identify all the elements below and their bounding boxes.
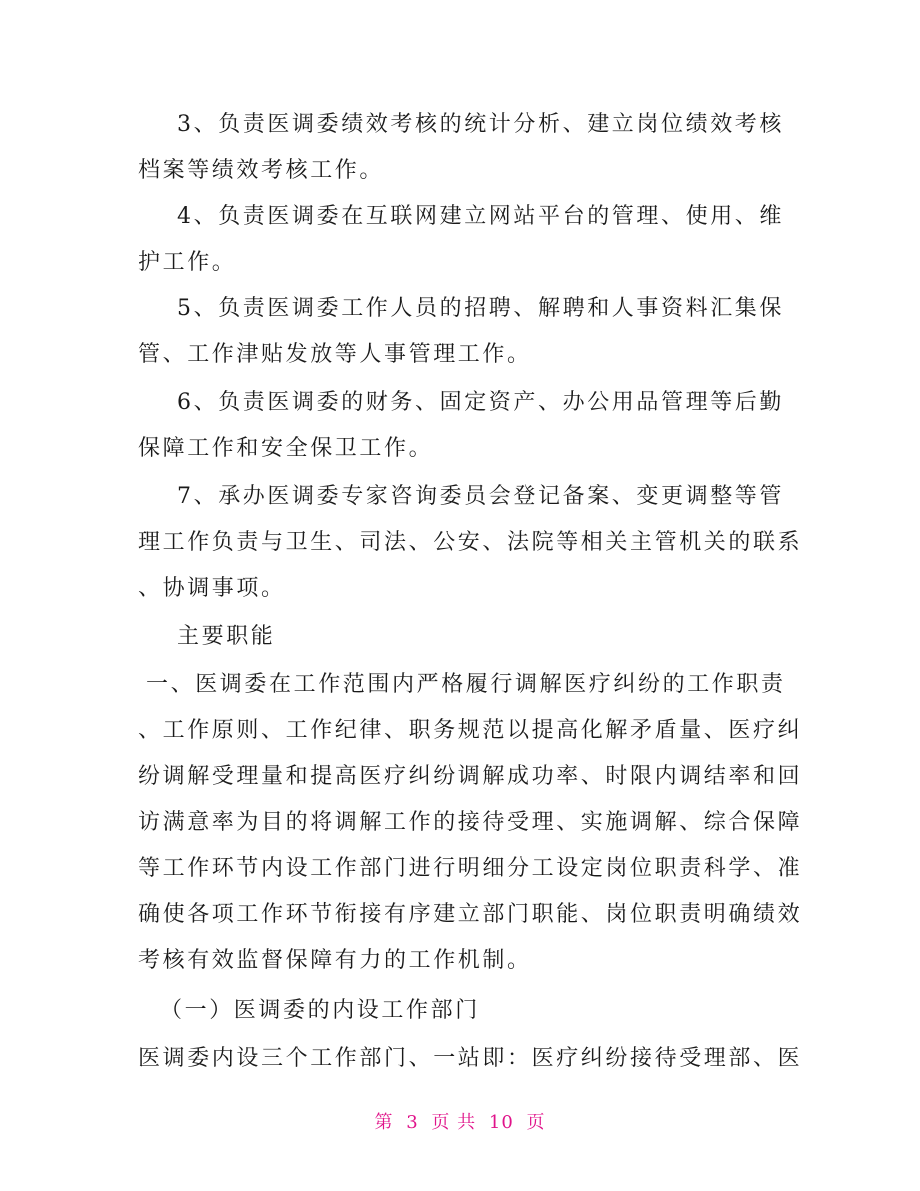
section-1-line-2: 、工作原则、工作纪律、职务规范以提高化解矛盾量、医疗纠 xyxy=(138,718,803,743)
footer-total-pages: 10 xyxy=(488,1112,514,1133)
heading-main-functions: 主要职能 xyxy=(177,624,276,649)
section-1-line-5: 等工作环节内设工作部门进行明细分工设定岗位职责科学、准 xyxy=(138,856,803,881)
section-1-body-line-1: 医调委内设三个工作部门、一站即：医疗纠纷接待受理部、医 xyxy=(138,1046,803,1071)
section-1-line-1: 一、医调委在工作范围内严格履行调解医疗纠纷的工作职责 xyxy=(146,672,786,697)
footer-middle: 页 共 xyxy=(431,1112,477,1133)
section-1-line-3: 纷调解受理量和提高医疗纠纷调解成功率、时限内调结率和回 xyxy=(138,764,803,789)
section-1-line-4: 访满意率为目的将调解工作的接待受理、实施调解、综合保障 xyxy=(138,810,803,835)
paragraph-7-line-2: 理工作负责与卫生、司法、公安、法院等相关主管机关的联系 xyxy=(138,530,803,555)
section-1-line-7: 考核有效监督保障有力的工作机制。 xyxy=(138,948,532,973)
paragraph-6-line-1: 6、负责医调委的财务、固定资产、办公用品管理等后勤 xyxy=(177,390,784,415)
paragraph-4-line-1: 4、负责医调委在互联网建立网站平台的管理、使用、维 xyxy=(177,204,784,229)
footer-prefix: 第 xyxy=(374,1112,394,1133)
paragraph-7-line-3: 、协调事项。 xyxy=(138,576,286,601)
footer-suffix: 页 xyxy=(526,1112,546,1133)
paragraph-5-line-1: 5、负责医调委工作人员的招聘、解聘和人事资料汇集保 xyxy=(177,296,784,321)
paragraph-4-line-2: 护工作。 xyxy=(138,250,237,275)
paragraph-3-line-2: 档案等绩效考核工作。 xyxy=(138,158,385,183)
footer-current-page: 3 xyxy=(406,1112,419,1133)
paragraph-6-line-2: 保障工作和安全保卫工作。 xyxy=(138,436,434,461)
paragraph-7-line-1: 7、承办医调委专家咨询委员会登记备案、变更调整等管 xyxy=(177,484,784,509)
subheading-internal-departments: （一）医调委的内设工作部门 xyxy=(160,998,480,1023)
paragraph-5-line-2: 管、工作津贴发放等人事管理工作。 xyxy=(138,342,532,367)
paragraph-3-line-1: 3、负责医调委绩效考核的统计分析、建立岗位绩效考核 xyxy=(177,112,784,137)
page-footer xyxy=(0,1108,920,1134)
section-1-line-6: 确使各项工作环节衔接有序建立部门职能、岗位职责明确绩效 xyxy=(138,902,803,927)
